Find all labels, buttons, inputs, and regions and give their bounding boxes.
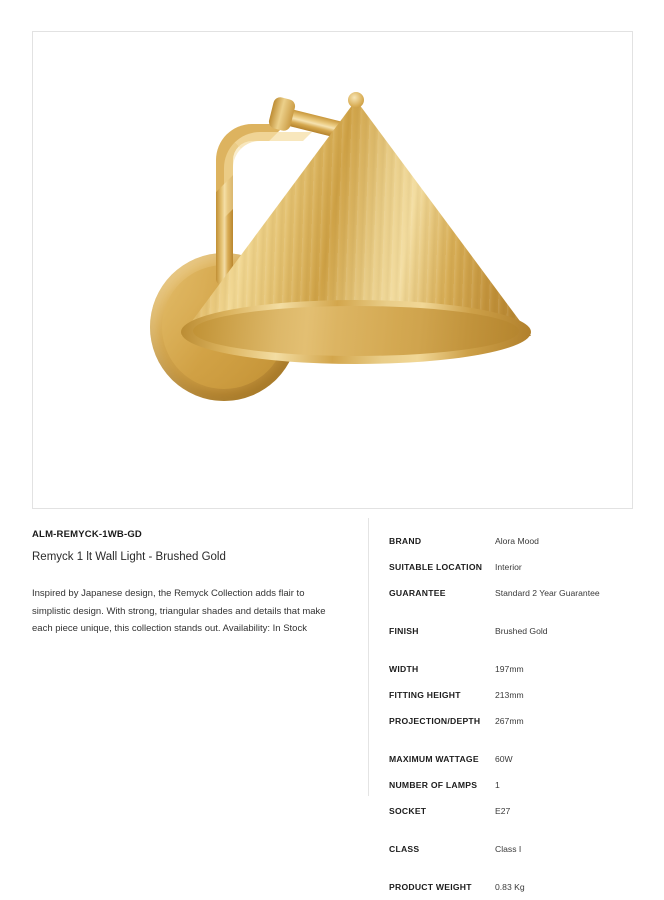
lamp-cone-tip-shape <box>348 92 364 108</box>
spec-row <box>389 874 637 900</box>
spec-label: GUARANTEE <box>389 588 446 598</box>
spec-value: Interior <box>495 562 522 572</box>
spec-label: BRAND <box>389 536 422 546</box>
spec-value: E27 <box>495 806 511 816</box>
spec-value: 0.83 Kg <box>495 882 525 892</box>
spec-row <box>389 836 637 862</box>
spec-group-gap <box>389 644 637 656</box>
column-divider <box>368 518 369 796</box>
spec-group-gap <box>389 824 637 836</box>
spec-label: SUITABLE LOCATION <box>389 562 483 572</box>
spec-group-gap <box>389 734 637 746</box>
spec-group-gap <box>389 606 637 618</box>
spec-label: FINISH <box>389 626 419 636</box>
spec-value: 213mm <box>495 690 524 700</box>
spec-label: WIDTH <box>389 664 419 674</box>
product-title: Remyck 1 lt Wall Light - Brushed Gold <box>32 551 226 563</box>
spec-value: Brushed Gold <box>495 626 548 636</box>
spec-row <box>389 772 637 798</box>
spec-row <box>389 708 637 734</box>
spec-value: Class I <box>495 844 522 854</box>
spec-value: 267mm <box>495 716 524 726</box>
spec-row <box>389 528 637 554</box>
spec-label: CLASS <box>389 844 420 854</box>
product-image-panel <box>32 31 633 509</box>
product-description: Inspired by Japanese design, the Remyck Collection adds flair to simplistic design. With strong, triangular shades and details that make each piece unique, this collection stands out. Availability: In Stock <box>32 588 326 635</box>
lamp-cone-rim-inner-shape <box>193 306 519 356</box>
spec-value: 197mm <box>495 664 524 674</box>
spec-row <box>389 746 637 772</box>
spec-label: MAXIMUM WATTAGE <box>389 754 479 764</box>
spec-value: 1 <box>495 780 500 790</box>
spec-label: SOCKET <box>389 806 427 816</box>
spec-value: Alora Mood <box>495 536 539 546</box>
product-info-column <box>32 529 362 638</box>
spec-value: Standard 2 Year Guarantee <box>495 588 600 598</box>
spec-group-gap <box>389 862 637 874</box>
specification-table <box>389 528 637 900</box>
spec-row <box>389 580 637 606</box>
lamp-arm-elbow-shape <box>216 124 286 192</box>
spec-label: NUMBER OF LAMPS <box>389 780 478 790</box>
spec-row <box>389 554 637 580</box>
spec-value: 60W <box>495 754 513 764</box>
spec-row <box>389 682 637 708</box>
product-sku: ALM-REMYCK-1WB-GD <box>32 529 142 540</box>
spec-label: PRODUCT WEIGHT <box>389 882 472 892</box>
spec-label: FITTING HEIGHT <box>389 690 461 700</box>
spec-row <box>389 798 637 824</box>
wall-light-product-image <box>33 32 634 510</box>
spec-row <box>389 618 637 644</box>
spec-label: PROJECTION/DEPTH <box>389 716 481 726</box>
spec-row <box>389 656 637 682</box>
